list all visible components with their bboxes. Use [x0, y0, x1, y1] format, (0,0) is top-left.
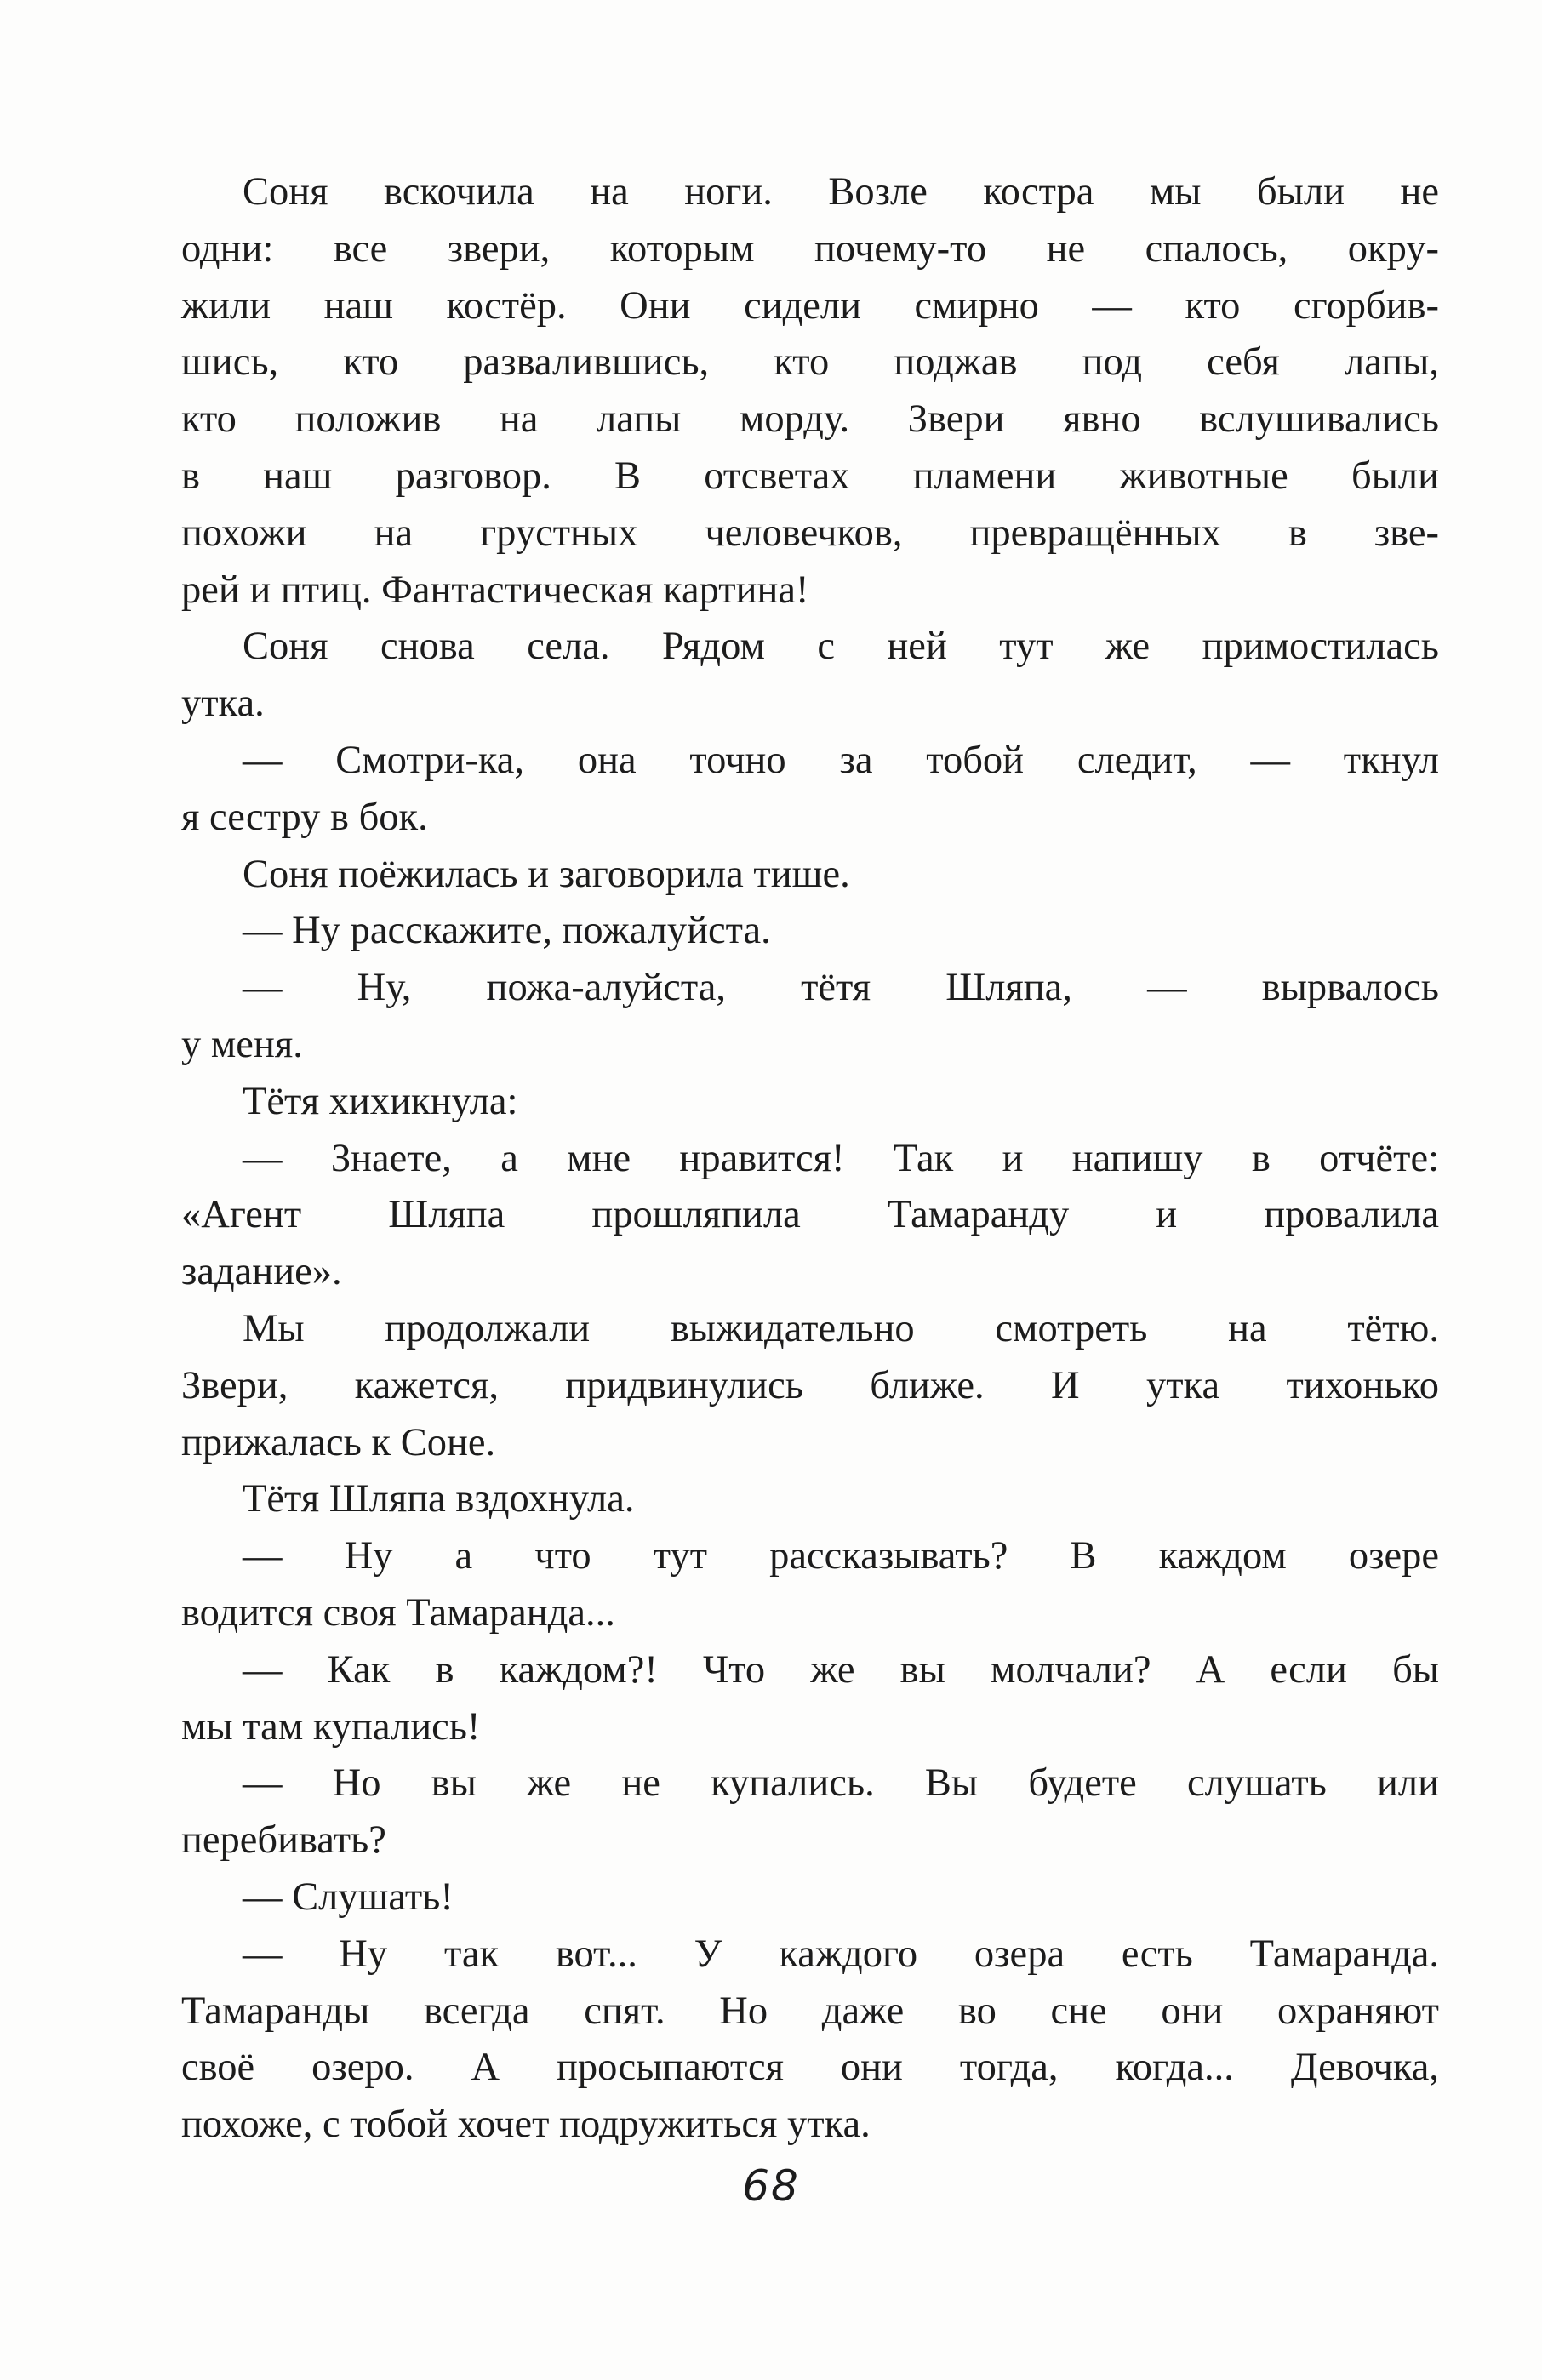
- text-line: у меня.: [181, 1022, 303, 1066]
- text-line: — Слушать!: [243, 1875, 454, 1919]
- text-line: — Как в каждом?! Что же вы молчали? А если бы: [243, 1647, 1439, 1692]
- text-line: «Агент Шляпа прошляпила Тамаранду и провалила: [181, 1193, 1439, 1237]
- text-line: в наш разговор. В отсветах пламени животные были: [181, 454, 1439, 498]
- text-line: — Знаете, а мне нравится! Так и напишу в отчёте:: [243, 1136, 1439, 1180]
- text-line: Тётя хихикнула:: [243, 1079, 518, 1123]
- text-line: кто положив на лапы морду. Звери явно вслушивались: [181, 397, 1439, 442]
- text-line: Тамаранды всегда спят. Но даже во сне они охраняют: [181, 1989, 1439, 2033]
- body-text: [181, 164, 1439, 2154]
- text-line: Тётя Шляпа вздохнула.: [243, 1477, 635, 1521]
- text-line: задание».: [181, 1250, 342, 1294]
- text-line: шись, кто развалившись, кто поджав под себя лапы,: [181, 340, 1439, 385]
- text-line: жили наш костёр. Они сидели смирно — кто сгорбив-: [181, 283, 1439, 328]
- text-line: утка.: [181, 682, 265, 726]
- text-line: Соня вскочила на ноги. Возле костра мы были не: [243, 170, 1439, 214]
- text-line: мы там купались!: [181, 1704, 481, 1749]
- text-line: Соня поёжилась и заговорила тише.: [243, 852, 850, 896]
- text-line: — Ну, пожа-алуйста, тётя Шляпа, — вырвалось: [243, 966, 1439, 1010]
- text-line: — Ну а что тут рассказывать? В каждом озере: [243, 1534, 1439, 1578]
- text-line: похожи на грустных человечков, превращённых в зве-: [181, 511, 1439, 555]
- text-line: я сестру в бок.: [181, 795, 428, 839]
- text-line: — Ну так вот... У каждого озера есть Тамаранда.: [243, 1932, 1439, 1976]
- text-line: одни: все звери, которым почему-то не спалось, окру-: [181, 226, 1439, 271]
- text-line: — Но вы же не купались. Вы будете слушать или: [243, 1761, 1439, 1806]
- text-line: Соня снова села. Рядом с ней тут же примостилась: [243, 625, 1439, 669]
- text-line: прижалась к Соне.: [181, 1420, 496, 1464]
- text-line: водится своя Тамаранда...: [181, 1590, 615, 1635]
- text-line: Мы продолжали выжидательно смотреть на тётю.: [243, 1306, 1439, 1350]
- text-line: Звери, кажется, придвинулись ближе. И утка тихонько: [181, 1363, 1439, 1407]
- text-line: — Смотри-ка, она точно за тобой следит, — ткнул: [243, 738, 1439, 782]
- text-line: похоже, с тобой хочет подружиться утка.: [181, 2103, 871, 2147]
- text-line: — Ну расскажите, пожалуйста.: [243, 909, 771, 953]
- text-line: своё озеро. А просыпаются они тогда, когда... Девочка,: [181, 2046, 1439, 2090]
- text-line: перебивать?: [181, 1818, 386, 1863]
- page-number: 68: [742, 2161, 800, 2211]
- text-line: рей и птиц. Фантастическая картина!: [181, 568, 809, 612]
